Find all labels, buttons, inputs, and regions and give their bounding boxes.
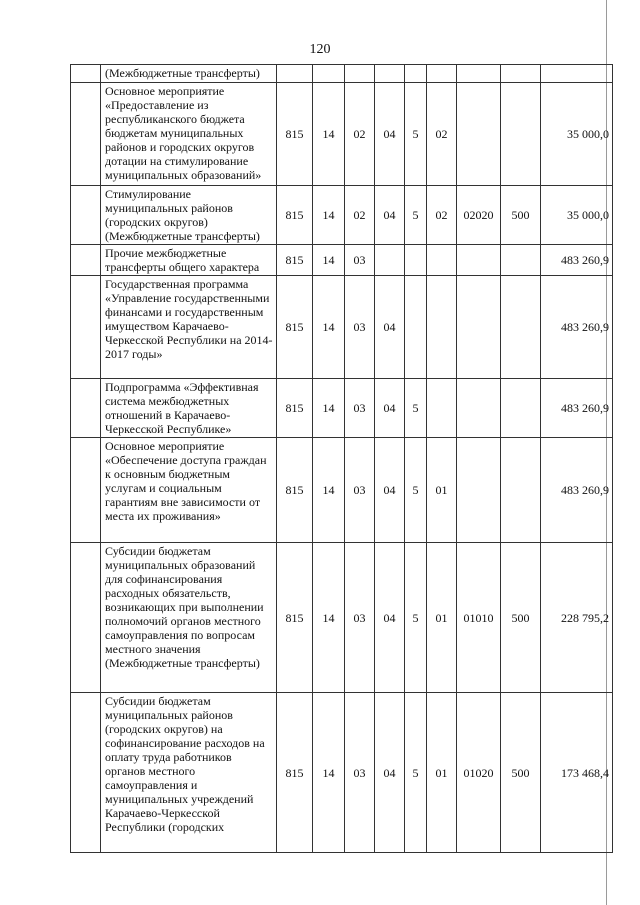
row-margin-cell (71, 186, 101, 245)
row-section-cell: 14 (313, 543, 345, 693)
row-section-cell: 14 (313, 693, 345, 853)
row-ministry-cell: 815 (277, 438, 313, 543)
row-event-cell (427, 379, 457, 438)
row-program-cell (375, 65, 405, 83)
row-subsection-cell: 02 (345, 186, 375, 245)
row-margin-cell (71, 245, 101, 276)
row-expense-type-cell (501, 276, 541, 379)
row-name-cell: Субсидии бюджетам муниципальных районов (городских округов) на софинансирование расходов на оплату труда работников органов местного самоуправления и муниципальных учреждений Карачаево-Черкесской Республики (городских (101, 693, 277, 853)
row-expense-type-cell (501, 379, 541, 438)
row-amount-cell: 35 000,0 (541, 83, 613, 186)
row-event-cell: 01 (427, 438, 457, 543)
row-event-cell: 02 (427, 186, 457, 245)
row-subprogram-cell (405, 245, 427, 276)
row-subprogram-cell (405, 65, 427, 83)
row-subsection-cell: 03 (345, 245, 375, 276)
row-expense-type-cell (501, 438, 541, 543)
row-name-cell: Основное мероприятие «Предоставление из республиканского бюджета бюджетам муниципальных районов и городских округов дотации на стимулирование муниципальных образований» (101, 83, 277, 186)
row-amount-cell (541, 65, 613, 83)
row-subsection-cell: 03 (345, 543, 375, 693)
row-expense-type-cell: 500 (501, 543, 541, 693)
table-row (71, 65, 613, 83)
row-subprogram-cell: 5 (405, 379, 427, 438)
row-amount-cell: 173 468,4 (541, 693, 613, 853)
row-item-cell: 02020 (457, 186, 501, 245)
row-subsection-cell (345, 65, 375, 83)
table-row (71, 83, 613, 186)
row-subprogram-cell: 5 (405, 543, 427, 693)
row-event-cell (427, 276, 457, 379)
row-expense-type-cell: 500 (501, 693, 541, 853)
budget-table (70, 64, 613, 853)
row-program-cell: 04 (375, 543, 405, 693)
row-item-cell (457, 379, 501, 438)
row-expense-type-cell: 500 (501, 186, 541, 245)
row-name-cell: Подпрограмма «Эффективная система межбюджетных отношений в Карачаево-Черкесской Республике» (101, 379, 277, 438)
row-name-cell: (Межбюджетные трансферты) (101, 65, 277, 83)
row-section-cell: 14 (313, 276, 345, 379)
table-row (71, 379, 613, 438)
row-program-cell: 04 (375, 379, 405, 438)
row-ministry-cell: 815 (277, 543, 313, 693)
row-section-cell (313, 65, 345, 83)
table-row (71, 245, 613, 276)
row-event-cell (427, 245, 457, 276)
row-expense-type-cell (501, 245, 541, 276)
row-amount-cell: 228 795,2 (541, 543, 613, 693)
row-subprogram-cell (405, 276, 427, 379)
row-item-cell (457, 65, 501, 83)
table-row (71, 186, 613, 245)
row-name-cell: Прочие межбюджетные трансферты общего характера (101, 245, 277, 276)
row-section-cell: 14 (313, 83, 345, 186)
row-margin-cell (71, 83, 101, 186)
row-ministry-cell: 815 (277, 245, 313, 276)
row-program-cell: 04 (375, 438, 405, 543)
row-event-cell: 01 (427, 543, 457, 693)
row-item-cell (457, 438, 501, 543)
row-program-cell (375, 245, 405, 276)
table-row (71, 693, 613, 853)
row-subprogram-cell: 5 (405, 438, 427, 543)
row-section-cell: 14 (313, 186, 345, 245)
row-amount-cell: 483 260,9 (541, 438, 613, 543)
page-number: 120 (309, 42, 331, 57)
row-subsection-cell: 03 (345, 693, 375, 853)
row-subsection-cell: 03 (345, 276, 375, 379)
row-program-cell: 04 (375, 186, 405, 245)
row-subsection-cell: 03 (345, 438, 375, 543)
row-section-cell: 14 (313, 438, 345, 543)
row-name-cell: Основное мероприятие «Обеспечение доступа граждан к основным бюджетным услугам и социальным гарантиям вне зависимости от места их проживания» (101, 438, 277, 543)
row-subsection-cell: 02 (345, 83, 375, 186)
row-item-cell: 01010 (457, 543, 501, 693)
row-margin-cell (71, 693, 101, 853)
row-program-cell: 04 (375, 276, 405, 379)
row-margin-cell (71, 276, 101, 379)
row-name-cell: Стимулирование муниципальных районов (городских округов) (Межбюджетные трансферты) (101, 186, 277, 245)
row-margin-cell (71, 379, 101, 438)
row-expense-type-cell (501, 65, 541, 83)
row-ministry-cell: 815 (277, 693, 313, 853)
row-ministry-cell: 815 (277, 276, 313, 379)
row-event-cell: 01 (427, 693, 457, 853)
row-program-cell: 04 (375, 83, 405, 186)
row-section-cell: 14 (313, 379, 345, 438)
row-item-cell: 01020 (457, 693, 501, 853)
row-amount-cell: 35 000,0 (541, 186, 613, 245)
row-expense-type-cell (501, 83, 541, 186)
row-margin-cell (71, 438, 101, 543)
row-item-cell (457, 83, 501, 186)
row-subprogram-cell: 5 (405, 186, 427, 245)
row-ministry-cell: 815 (277, 379, 313, 438)
row-ministry-cell: 815 (277, 186, 313, 245)
row-margin-cell (71, 65, 101, 83)
row-name-cell: Субсидии бюджетам муниципальных образований для софинансирования расходных обязательств, возникающих при выполнении полномочий органов местного самоуправления по вопросам местного значения (Межбюджетные трансферты) (101, 543, 277, 693)
table-row (71, 543, 613, 693)
row-name-cell: Государственная программа «Управление государственными финансами и государственным имуществом Карачаево-Черкесской Республики на 2014-2017 годы» (101, 276, 277, 379)
row-subprogram-cell: 5 (405, 693, 427, 853)
row-event-cell: 02 (427, 83, 457, 186)
table-row (71, 438, 613, 543)
row-item-cell (457, 276, 501, 379)
row-item-cell (457, 245, 501, 276)
row-subprogram-cell: 5 (405, 83, 427, 186)
row-section-cell: 14 (313, 245, 345, 276)
row-margin-cell (71, 543, 101, 693)
row-subsection-cell: 03 (345, 379, 375, 438)
row-ministry-cell (277, 65, 313, 83)
row-event-cell (427, 65, 457, 83)
row-ministry-cell: 815 (277, 83, 313, 186)
row-amount-cell: 483 260,9 (541, 245, 613, 276)
row-amount-cell: 483 260,9 (541, 276, 613, 379)
row-program-cell: 04 (375, 693, 405, 853)
table-row (71, 276, 613, 379)
row-amount-cell: 483 260,9 (541, 379, 613, 438)
